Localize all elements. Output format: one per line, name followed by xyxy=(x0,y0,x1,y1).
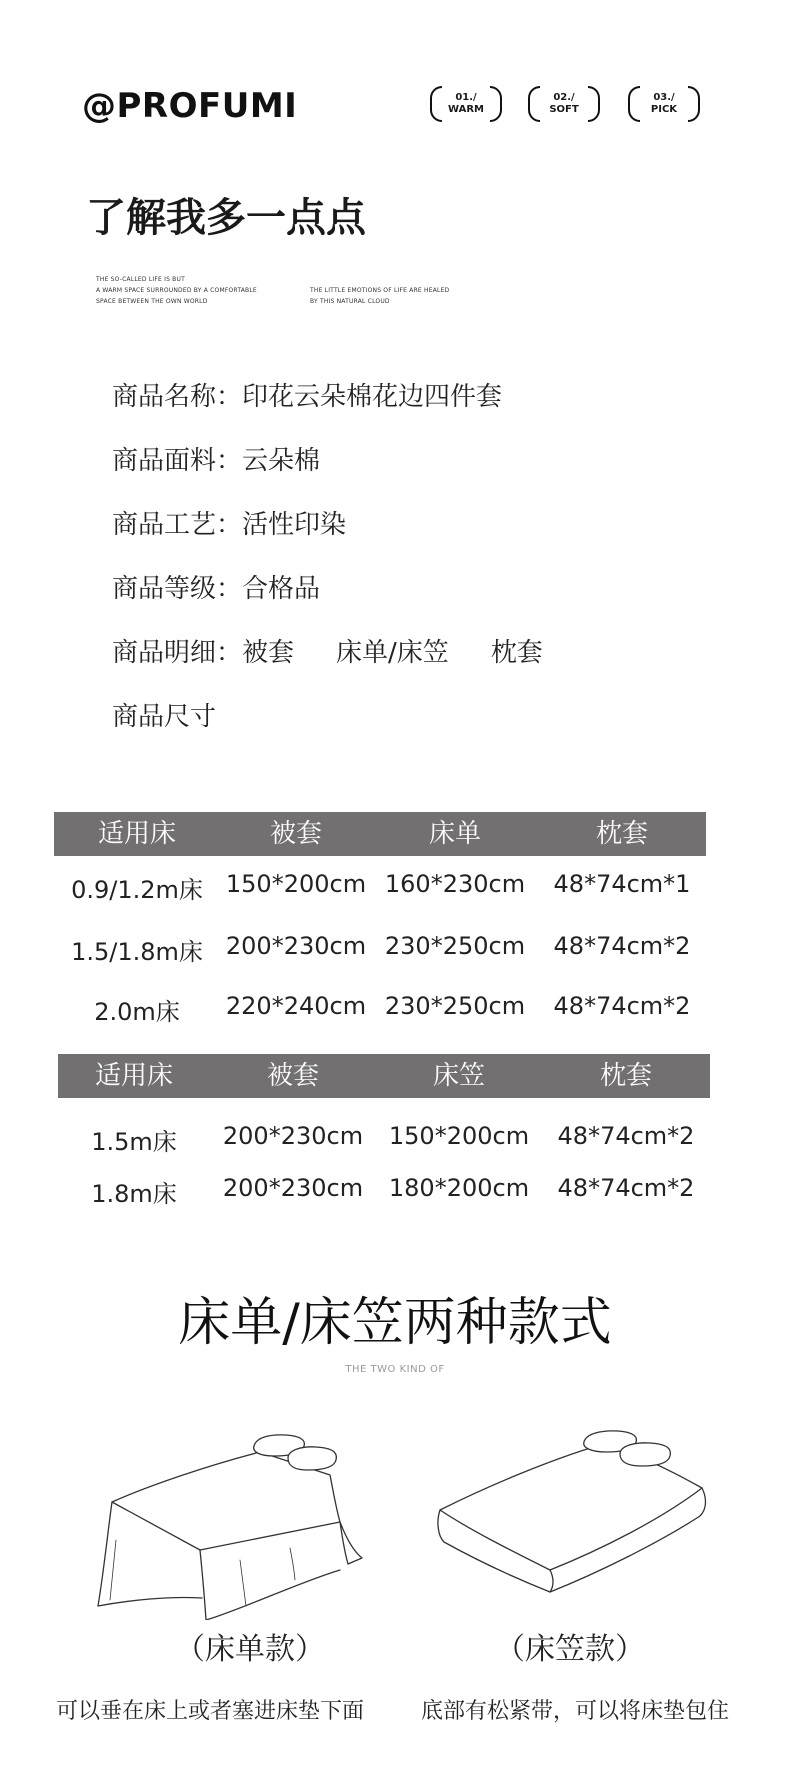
tab-pick[interactable] xyxy=(628,86,700,120)
table-header-cell: 床单 xyxy=(428,819,481,849)
size-table-1-header xyxy=(54,812,706,856)
table-header-cell: 枕套 xyxy=(595,819,648,849)
table-cell: 180*200cm xyxy=(388,1174,530,1202)
info-craft-row xyxy=(112,504,346,541)
table-row xyxy=(54,870,706,914)
caption-line: THE LITTLE EMOTIONS OF LIFE ARE HEALED xyxy=(310,287,450,294)
tab-label: SOFT xyxy=(549,104,579,115)
info-detail-item: 被套 xyxy=(242,638,295,668)
table-row xyxy=(54,992,706,1036)
caption-right xyxy=(310,285,449,307)
table-cell: 2.0m床 xyxy=(94,998,180,1026)
info-value: 印花云朵棉花边四件套 xyxy=(242,382,503,412)
flat-sheet-illustration xyxy=(90,1430,390,1620)
info-label: 商品面料： xyxy=(112,446,243,476)
table-header-cell: 适用床 xyxy=(94,1061,173,1091)
caption-line: A WARM SPACE SURROUNDED BY A COMFORTABLE xyxy=(96,287,257,294)
table-row xyxy=(58,1174,710,1218)
tab-soft[interactable] xyxy=(528,86,600,120)
info-detail-item: 床单/床笠 xyxy=(336,638,449,668)
info-label: 商品等级： xyxy=(112,574,243,604)
table-cell: 48*74cm*1 xyxy=(553,870,691,898)
table-cell: 0.9/1.2m床 xyxy=(71,876,203,904)
page-title: 了解我多一点点 xyxy=(86,195,366,241)
caption-left xyxy=(96,274,257,307)
table-header-cell: 被套 xyxy=(266,1061,319,1091)
styles-title: 床单/床笠两种款式 xyxy=(178,1293,612,1353)
table-cell: 1.8m床 xyxy=(91,1180,177,1208)
caption-line: BY THIS NATURAL CLOUD xyxy=(310,298,390,305)
info-fabric-row xyxy=(112,440,320,477)
fitted-sheet-caption: （床笠款） xyxy=(495,1632,645,1667)
table-header-cell: 枕套 xyxy=(599,1061,652,1091)
fitted-sheet-illustration xyxy=(430,1430,720,1620)
table-cell: 48*74cm*2 xyxy=(553,932,691,960)
tab-label: WARM xyxy=(448,104,484,115)
table-cell: 150*200cm xyxy=(388,1122,530,1150)
info-value: 合格品 xyxy=(242,574,321,604)
info-detail-row xyxy=(112,632,543,669)
tab-number: 02./ xyxy=(553,92,575,103)
size-table-2-header xyxy=(58,1054,710,1098)
table-cell: 48*74cm*2 xyxy=(557,1174,695,1202)
caption-line: SPACE BETWEEN THE OWN WORLD xyxy=(96,298,208,305)
info-size-row xyxy=(112,696,216,733)
info-label: 商品名称： xyxy=(112,382,243,412)
table-cell: 1.5/1.8m床 xyxy=(71,938,203,966)
caption-line: THE SO-CALLED LIFE IS BUT xyxy=(96,276,185,283)
table-header-cell: 被套 xyxy=(269,819,322,849)
table-cell: 230*250cm xyxy=(384,992,526,1020)
info-detail-item: 枕套 xyxy=(490,638,543,668)
table-cell: 230*250cm xyxy=(384,932,526,960)
table-cell: 200*230cm xyxy=(225,932,367,960)
table-cell: 200*230cm xyxy=(222,1174,364,1202)
info-value: 云朵棉 xyxy=(242,446,321,476)
table-cell: 48*74cm*2 xyxy=(553,992,691,1020)
table-header-cell: 适用床 xyxy=(97,819,176,849)
table-cell: 200*230cm xyxy=(222,1122,364,1150)
info-label: 商品明细： xyxy=(112,638,243,668)
styles-subtitle: THE TWO KIND OF xyxy=(345,1364,445,1375)
table-cell: 150*200cm xyxy=(225,870,367,898)
tab-number: 03./ xyxy=(653,92,675,103)
flat-sheet-caption: （床单款） xyxy=(175,1632,325,1667)
info-grade-row xyxy=(112,568,320,605)
flat-sheet-desc: 可以垂在床上或者塞进床垫下面 xyxy=(55,1699,364,1724)
info-label: 商品工艺： xyxy=(112,510,243,540)
brand-logo: @PROFUMI xyxy=(82,86,298,126)
table-row xyxy=(58,1122,710,1166)
table-cell: 1.5m床 xyxy=(91,1128,177,1156)
table-header-cell: 床笠 xyxy=(432,1061,485,1091)
tab-warm[interactable] xyxy=(430,86,502,120)
table-row xyxy=(54,932,706,976)
info-value: 活性印染 xyxy=(242,510,347,540)
table-cell: 160*230cm xyxy=(384,870,526,898)
fitted-sheet-desc: 底部有松紧带，可以将床垫包住 xyxy=(420,1699,729,1724)
tab-number: 01./ xyxy=(455,92,477,103)
info-name-row xyxy=(112,376,502,413)
table-cell: 48*74cm*2 xyxy=(557,1122,695,1150)
table-cell: 220*240cm xyxy=(225,992,367,1020)
tab-label: PICK xyxy=(650,104,678,115)
info-label: 商品尺寸 xyxy=(112,702,217,732)
